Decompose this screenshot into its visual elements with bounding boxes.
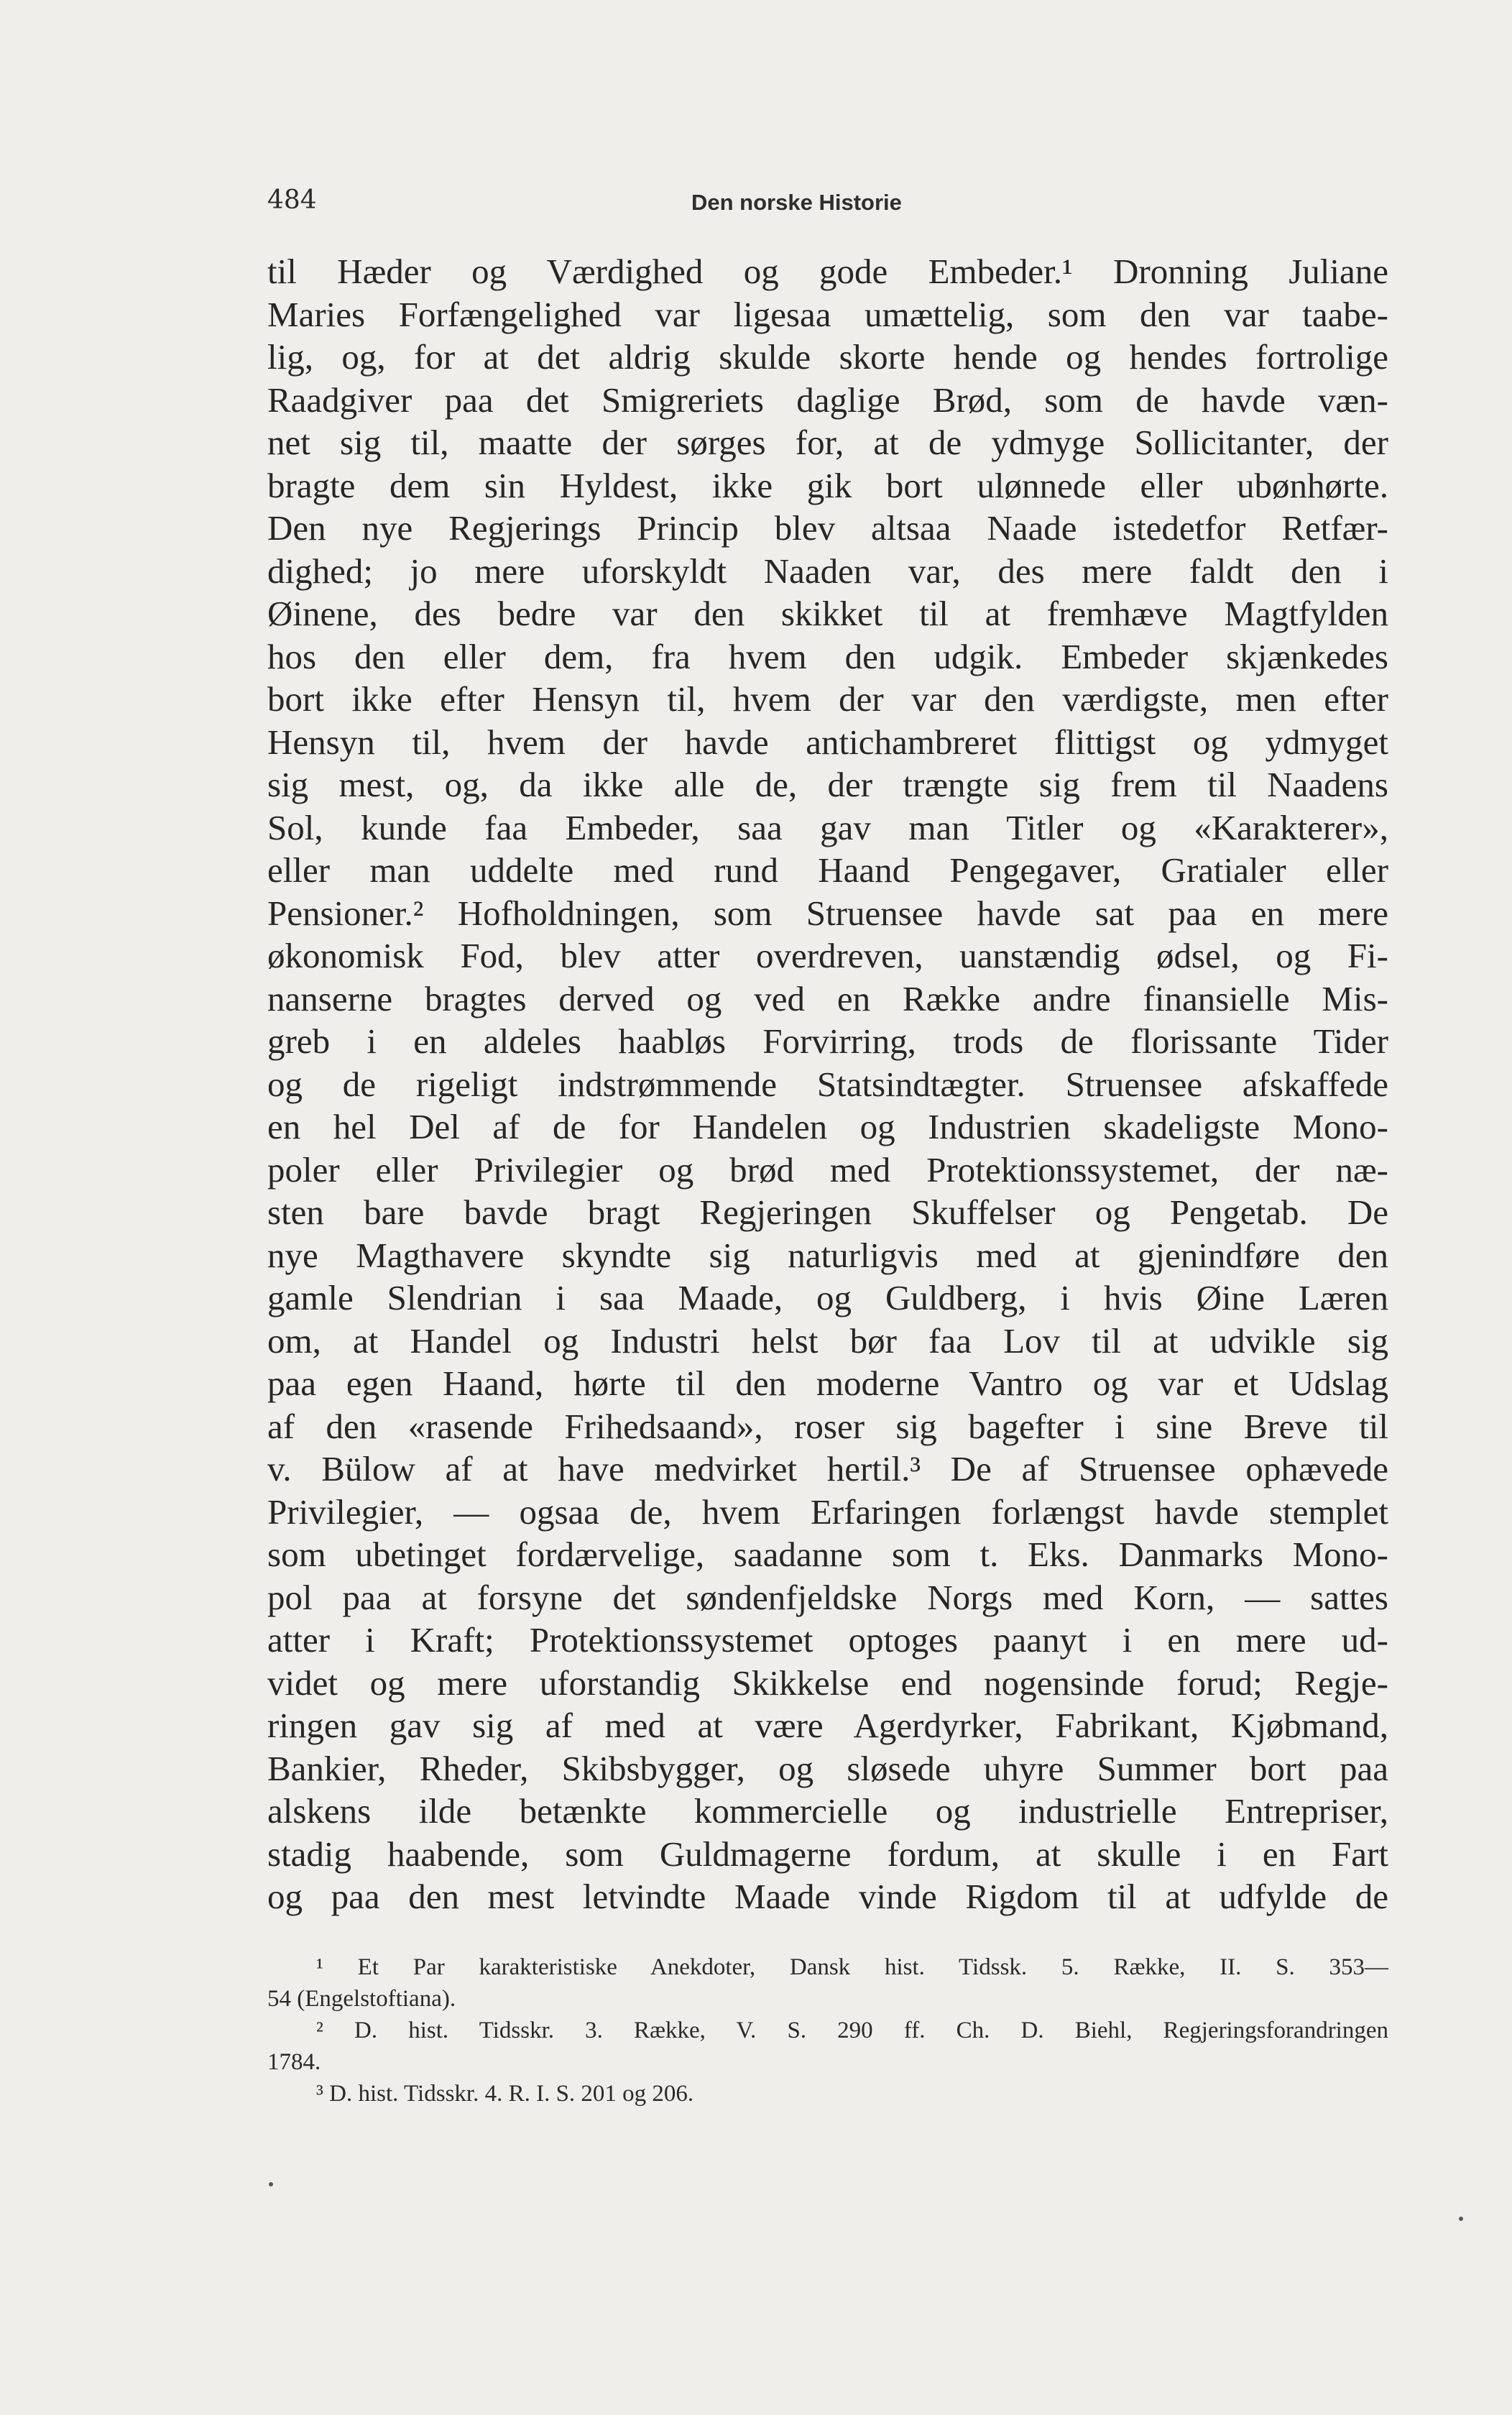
text-line: hos den eller dem, fra hvem den udgik. Embeder skjænkedes (267, 636, 1388, 676)
text-line: greb i en aldeles haabløs Forvirring, trods de florissante Tider (267, 1021, 1388, 1061)
text-line: en hel Del af de for Handelen og Industrien skadeligste Mono- (267, 1107, 1388, 1146)
text-line: Raadgiver paa det Smigreriets daglige Brød, som de havde væn- (267, 380, 1388, 420)
text-line: lig, og, for at det aldrig skulde skorte hende og hendes fortrolige (267, 337, 1388, 377)
footnotes (267, 1951, 1388, 2110)
text-line: nanserne bragtes derved og ved en Række andre finansielle Mis- (267, 978, 1388, 1018)
text-line: pol paa at forsyne det søndenfjeldske Norgs med Korn, — sattes (267, 1577, 1388, 1617)
text-line: Pensioner.² Hofholdningen, som Struensee havde sat paa en mere (267, 893, 1388, 933)
text-line: bragte dem sin Hyldest, ikke gik bort ulønnede eller ubønhørte. (267, 465, 1388, 505)
page-header (267, 185, 1388, 221)
text-line: dighed; jo mere uforskyldt Naaden var, des mere faldt den i (267, 551, 1388, 591)
text-line: om, at Handel og Industri helst bør faa Lov til at udvikle sig (267, 1320, 1388, 1361)
footnote-line: ³ D. hist. Tidsskr. 4. R. I. S. 201 og 206. (316, 2081, 694, 2107)
text-line: ringen gav sig af med at være Agerdyrker, Fabrikant, Kjøbmand, (267, 1706, 1388, 1745)
text-line: sten bare bavde bragt Regjeringen Skuffelser og Pengetab. De (267, 1192, 1388, 1232)
footnote-line: 54 (Engelstoftiana). (267, 1986, 456, 2012)
speck-mark (269, 2182, 273, 2186)
text-line: Maries Forfængelighed var ligesaa umættelig, som den var taabe- (267, 294, 1388, 334)
text-line: og de rigeligt indstrømmende Statsindtægter. Struensee afskaffede (267, 1064, 1388, 1104)
text-line: stadig haabende, som Guldmagerne fordum, at skulle i en Fart (267, 1834, 1388, 1874)
body-text (267, 250, 1388, 1918)
text-line: Den nye Regjerings Princip blev altsaa Naade istedetfor Retfær- (267, 508, 1388, 548)
text-line: til Hæder og Værdighed og gode Embeder.¹ Dronning Juliane (267, 252, 1388, 291)
text-line: gamle Slendrian i saa Maade, og Guldberg, i hvis Øine Læren (267, 1278, 1388, 1317)
text-line: nye Magthavere skyndte sig naturligvis med at gjenindføre den (267, 1235, 1388, 1275)
footnote-line: ² D. hist. Tidsskr. 3. Række, V. S. 290 ff. Ch. D. Biehl, Regjeringsforandringen (316, 2018, 1388, 2043)
text-line: Privilegier, — ogsaa de, hvem Erfaringen forlængst havde stemplet (267, 1491, 1388, 1532)
text-line: Sol, kunde faa Embeder, saa gav man Titler og «Karakterer», (267, 807, 1388, 847)
text-line: Øinene, des bedre var den skikket til at fremhæve Magtfylden (267, 594, 1388, 633)
page-number: 484 (267, 185, 317, 215)
running-title: Den norske Historie (691, 190, 902, 215)
text-line: poler eller Privilegier og brød med Protektionssystemet, der næ- (267, 1149, 1388, 1190)
text-line: videt og mere uforstandig Skikkelse end nogensinde forud; Regje- (267, 1662, 1388, 1703)
footnote-line: ¹ Et Par karakteristiske Anekdoter, Dansk hist. Tidssk. 5. Række, II. S. 353— (316, 1954, 1388, 1980)
text-line: Bankier, Rheder, Skibsbygger, og sløsede uhyre Summer bort paa (267, 1748, 1388, 1788)
text-line: af den «rasende Frihedsaand», roser sig bagefter i sine Breve til (267, 1406, 1388, 1446)
text-line: v. Bülow af at have medvirket hertil.³ De af Struensee ophævede (267, 1449, 1388, 1489)
text-line: Hensyn til, hvem der havde antichambreret flittigst og ydmyget (267, 722, 1388, 762)
text-line: net sig til, maatte der sørges for, at de ydmyge Sollicitanter, der (267, 423, 1388, 462)
footnote-line: 1784. (267, 2049, 321, 2075)
text-line: eller man uddelte med rund Haand Pengegaver, Gratialer eller (267, 850, 1388, 890)
text-line: paa egen Haand, hørte til den moderne Vantro og var et Udslag (267, 1363, 1388, 1403)
text-line: økonomisk Fod, blev atter overdreven, uanstændig ødsel, og Fi- (267, 936, 1388, 975)
text-line: sig mest, og, da ikke alle de, der trængte sig frem til Naadens (267, 765, 1388, 804)
text-line: atter i Kraft; Protektionssystemet optoges paanyt i en mere ud- (267, 1620, 1388, 1660)
text-line: og paa den mest letvindte Maade vinde Rigdom til at udfylde de (267, 1877, 1388, 1916)
text-line: som ubetinget fordærvelige, saadanne som t. Eks. Danmarks Mono- (267, 1535, 1388, 1574)
text-line: bort ikke efter Hensyn til, hvem der var den værdigste, men efter (267, 679, 1388, 719)
text-line: alskens ilde betænkte kommercielle og industrielle Entrepriser, (267, 1791, 1388, 1831)
speck-mark (1459, 2217, 1463, 2221)
